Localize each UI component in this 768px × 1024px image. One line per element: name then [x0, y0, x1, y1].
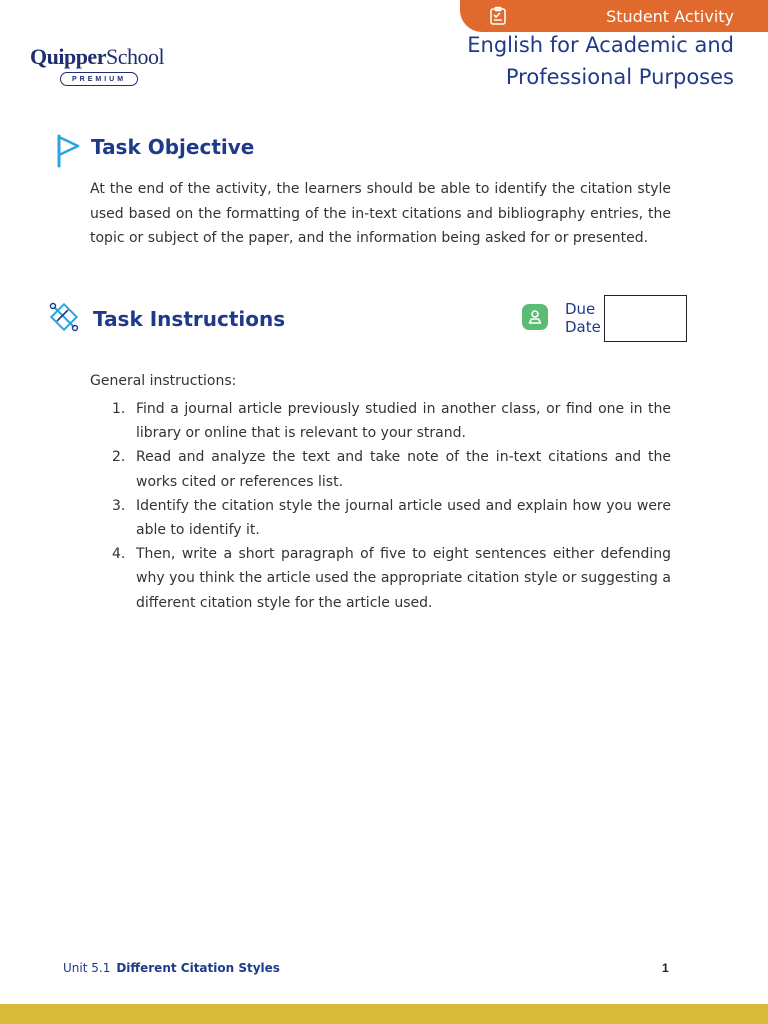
page-number: 1 [662, 961, 669, 975]
logo-brand-light: School [105, 44, 165, 69]
tools-icon [47, 300, 81, 334]
list-item [90, 397, 671, 445]
footer-unit [63, 961, 280, 975]
due-date-badge [522, 304, 548, 330]
bottom-bar [0, 1004, 768, 1024]
clipboard-check-icon [488, 6, 508, 26]
list-item-text: Then, write a short paragraph of five to eight sentences either defending why you think the article used the appropriate citation style or suggesting a different citation style for the article used. [136, 546, 671, 611]
logo-tier: PREMIUM [60, 72, 138, 86]
logo-brand-bold: Quipper [30, 44, 106, 69]
list-item-text: Identify the citation style the journal article used and explain how you were able to identify it. [136, 497, 671, 539]
instruction-list [90, 397, 671, 615]
list-item-text: Read and analyze the text and take note of the in-text citations and the works cited or references list. [136, 449, 671, 490]
due-date-label [565, 300, 601, 336]
list-item-number: 1. [112, 401, 126, 417]
footer-unit-title: Different Citation Styles [116, 961, 280, 975]
flag-icon [54, 134, 82, 168]
task-objective-text: At the end of the activity, the learners should be able to identify the citation style used based on the formatting of the in-text citations and bibliography entries, the topic or subject of the paper, and the information being asked for or presented. [90, 181, 671, 246]
subject-title [414, 29, 734, 93]
footer-unit-number: Unit 5.1 [63, 961, 111, 975]
tab-label: Student Activity [606, 6, 734, 26]
due-date-field[interactable] [604, 295, 687, 342]
list-item [90, 445, 671, 493]
person-icon [522, 304, 548, 330]
subject-line-2: Professional Purposes [505, 65, 734, 89]
student-activity-tab [460, 0, 768, 32]
task-objective-title: Task Objective [91, 135, 255, 159]
quipper-school-logo [30, 44, 175, 90]
list-item-number: 2. [112, 449, 126, 466]
general-instructions-heading: General instructions: [90, 373, 237, 389]
list-item-number: 4. [112, 546, 126, 563]
due-label-line-2: Date [565, 318, 601, 336]
list-item [90, 494, 671, 542]
list-item-text: Find a journal article previously studied in another class, or find one in the library or online that is relevant to your strand. [136, 401, 671, 442]
task-instructions-title: Task Instructions [93, 307, 286, 331]
subject-line-1: English for Academic and [467, 33, 734, 57]
list-item [90, 542, 671, 615]
list-item-number: 3. [112, 497, 126, 514]
due-label-line-1: Due [565, 300, 596, 318]
